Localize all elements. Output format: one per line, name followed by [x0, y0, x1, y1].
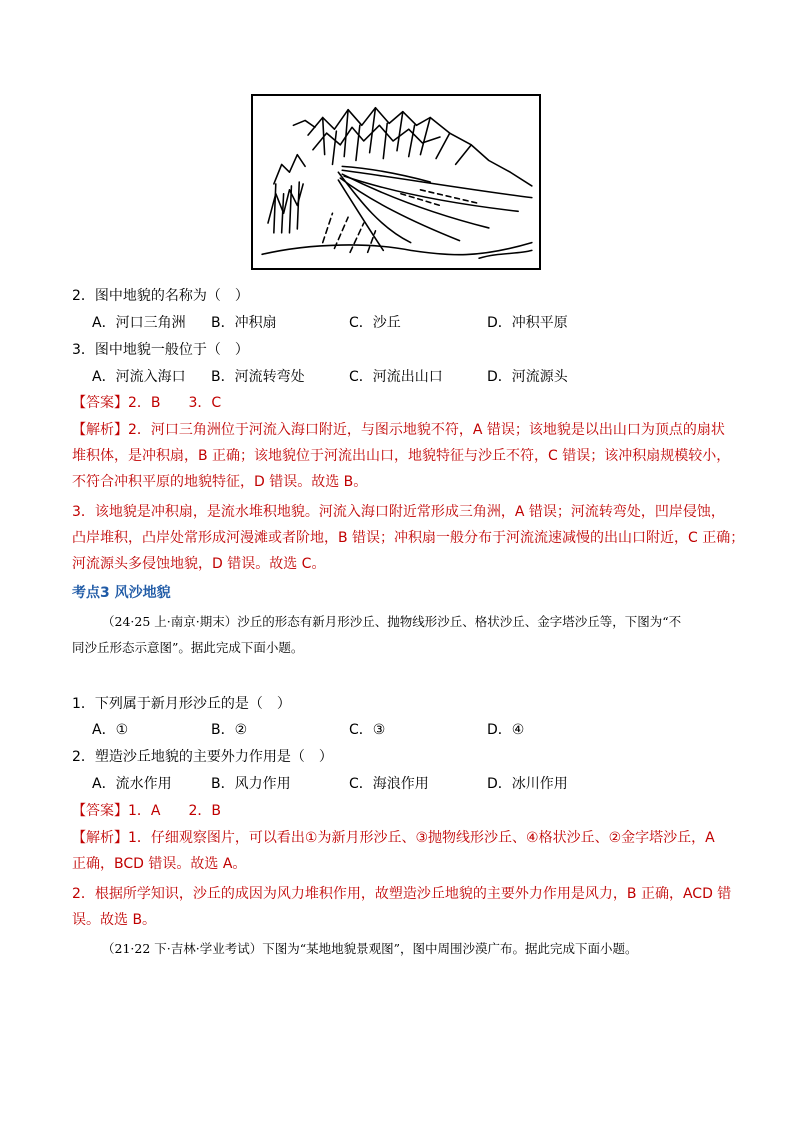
q3-option-b: B．河流转弯处 [211, 369, 305, 385]
section-intro-line-2: 同沙丘形态示意图”。据此完成下面小题。 [72, 640, 304, 655]
analysis-label: 【解析】 [72, 422, 128, 438]
section-intro-line-1: （24·25 上·南京·期末）沙丘的形态有新月形沙丘、抛物线形沙丘、格状沙丘、金字塔沙丘等，下图为“不 [102, 614, 682, 629]
answer-text: 2．B 3．C [128, 395, 222, 411]
q3-option-d: D．河流源头 [487, 369, 568, 385]
q1-option-d: D．④ [487, 722, 525, 738]
q2-option-c: C．沙丘 [349, 315, 401, 331]
analysis-line-4: 3．该地貌是冲积扇，是流水堆积地貌。河流入海口附近常形成三角洲，A 错误；河流转弯处，凹岸侵蚀， [72, 504, 725, 520]
circled-4: ④ [526, 830, 539, 846]
q2b-option-a: A．流水作用 [92, 776, 172, 792]
section-title: 考点3 风沙地貌 [72, 585, 171, 601]
analysis2-line-4: 误。故选 B。 [72, 912, 157, 928]
q2b-option-d: D．冰川作用 [487, 776, 568, 792]
analysis2-text-b: 为新月形沙丘、 [317, 830, 416, 846]
q2b-option-b: B．风力作用 [211, 776, 291, 792]
analysis-line-2: 堆积体，是冲积扇，B 正确；该地貌位于河流出山口，地貌特征与沙丘不符，C 错误；该冲积扇规模较小， [72, 448, 731, 464]
question-2b: 2．塑造沙丘地貌的主要外力作用是（ ） [72, 749, 333, 765]
analysis2-line-2: 正确，BCD 错误。故选 A。 [72, 856, 247, 872]
analysis2-text-e: 金字塔沙丘，A [621, 830, 715, 846]
q3-option-c: C．河流出山口 [349, 369, 443, 385]
analysis2-line-3: 2．根据所学知识，沙丘的成因为风力堆积作用，故塑造沙丘地貌的主要外力作用是风力，B 正确，ACD 错 [72, 886, 732, 902]
q1-option-b: B．② [211, 722, 248, 738]
next-intro: （21·22 下·吉林·学业考试）下图为“某地地貌景观图”，图中周围沙漠广布。据此完成下面小题。 [102, 941, 638, 956]
circled-1: ① [304, 830, 318, 846]
analysis-text: 2．河口三角洲位于河流入海口附近，与图示地貌不符，A 错误；该地貌是以出山口为顶点的扇状 [128, 422, 725, 438]
q2-option-d: D．冲积平原 [487, 315, 568, 331]
answer-row-1 [72, 393, 221, 413]
analysis2-text-a: 1．仔细观察图片，可以看出 [128, 830, 305, 846]
analysis-line-6: 河流源头多侵蚀地貌，D 错误。故选 C。 [72, 556, 326, 572]
answer-label: 【答案】 [72, 395, 128, 411]
analysis-line-1 [72, 420, 725, 440]
q1-option-a: A．① [92, 722, 129, 738]
q2-option-a: A．河口三角洲 [92, 315, 186, 331]
alluvial-fan-figure [251, 94, 541, 270]
question-1: 1．下列属于新月形沙丘的是（ ） [72, 696, 291, 712]
analysis2-text-d: 格状沙丘、 [538, 830, 609, 846]
q2-option-b: B．冲积扇 [211, 315, 277, 331]
q1-option-c: C．③ [349, 722, 386, 738]
answer-text-2: 1．A 2．B [128, 803, 221, 819]
analysis2-text-c: 抛物线形沙丘、 [428, 830, 527, 846]
answer-label-2: 【答案】 [72, 803, 128, 819]
analysis-line-3: 不符合冲积平原的地貌特征，D 错误。故选 B。 [72, 474, 368, 490]
answer-row-2 [72, 801, 221, 821]
q3-option-a: A．河流入海口 [92, 369, 186, 385]
circled-3: ③ [415, 830, 429, 846]
q2b-option-c: C．海浪作用 [349, 776, 429, 792]
analysis-label-2: 【解析】 [72, 830, 128, 846]
analysis2-line-1 [72, 828, 715, 848]
question-3: 3．图中地貌一般位于（ ） [72, 342, 249, 358]
circled-2: ② [608, 830, 622, 846]
question-2: 2．图中地貌的名称为（ ） [72, 288, 249, 304]
analysis-line-5: 凸岸堆积，凸岸处常形成河漫滩或者阶地，B 错误；冲积扇一般分布于河流流速减慢的出山口附近，C 正确； [72, 530, 745, 546]
